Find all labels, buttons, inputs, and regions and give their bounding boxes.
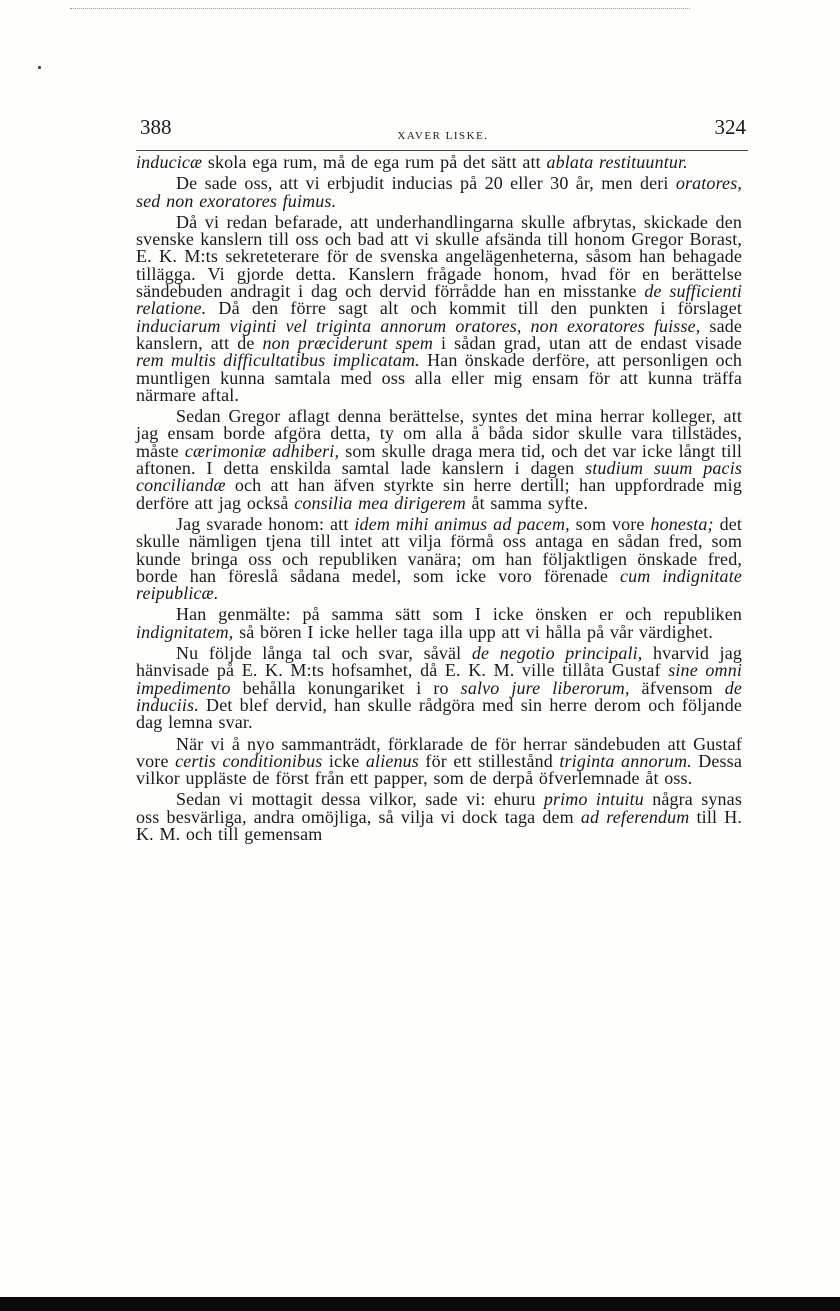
latin-phrase: certis conditionibus	[175, 750, 323, 771]
latin-phrase: non præciderunt spem	[262, 332, 434, 353]
text-run: och att han äfven styrkte sin herre dertill; han uppfordrade mig derföre att jag också	[136, 475, 742, 513]
text-run: Dessa vilkor uppläste de först från ett papper, som de derpå öfverlemnade åt oss.	[136, 750, 742, 789]
text-run: i sådan grad, utan att de endast visade	[433, 332, 742, 353]
text-run: behålla konungariket i ro	[230, 677, 461, 698]
text-run: icke	[322, 750, 366, 771]
text-run: det skulle nämligen tjena till intet att vilja förmå oss antaga en sådan fred, som kunde bringa oss och republiken vanära; om han följaktligen önskade fred, borde han föreslå sådana medel, som icke voro förenade	[136, 513, 743, 586]
paragraph	[136, 154, 742, 171]
text-run: Sedan Gregor aflagt denna berättelse, syntes det mina herrar kolleger, att jag ensam borde afgöra detta, ty om alla å båda sidor skulle vara tillstädes, måste	[136, 406, 742, 461]
text-run: Det blef dervid, han skulle rådgöra med sin herre derom och följande dag lemna svar.	[136, 694, 742, 733]
text-run: Han önskade derföre, att personligen och muntligen kunna samtala med oss alla eller mig ensam för att kunna träffa närmare aftal.	[136, 350, 743, 405]
latin-phrase: sine omni impedimento	[136, 660, 742, 698]
latin-phrase: consilia mea dirigerem	[294, 492, 466, 513]
text-run: så bören I icke heller taga illa upp att vi hålla på vår värdighet.	[233, 621, 713, 642]
running-head: XAVER LISKE.	[397, 130, 489, 142]
paragraph	[136, 791, 742, 843]
text-run: Jag svarade honom: att	[176, 513, 355, 534]
latin-phrase: induciarum viginti vel triginta annorum oratores, non exoratores fuisse,	[136, 315, 701, 336]
latin-phrase: alienus	[365, 750, 419, 771]
page-number-right: 324	[714, 115, 746, 139]
latin-phrase: oratores, sed non exoratores fuimus.	[136, 173, 742, 211]
paragraph	[136, 408, 742, 512]
latin-phrase: studium suum pacis conciliandæ	[136, 458, 742, 496]
latin-phrase: salvo jure liberorum,	[460, 677, 630, 698]
paragraph	[136, 606, 742, 641]
text-run: Nu följde långa tal och svar, såväl	[176, 643, 472, 664]
page-header	[140, 115, 746, 145]
latin-phrase: rem multis difficultatibus implicatam.	[136, 350, 420, 371]
text-run: Då den förre sagt alt och kommit till den punkten i förslaget	[206, 298, 742, 319]
paragraph	[136, 513, 743, 604]
text-run: som vore	[569, 513, 651, 534]
body-text	[136, 154, 742, 843]
latin-phrase: de negotio principali,	[471, 643, 643, 664]
latin-phrase: cærimoniæ adhiberi,	[184, 440, 340, 461]
text-run: till H. K. M. och till gemensam	[136, 806, 743, 844]
text-run: hvarvid jag hänvisade på E. K. M:ts hofsamhet, då E. K. M. ville tillåta Gustaf	[136, 643, 742, 681]
latin-phrase: primo intuitu	[543, 789, 644, 810]
text-run: Han genmälte: på samma sätt som I icke önsken er och republiken	[176, 604, 742, 625]
paragraph	[136, 211, 743, 405]
text-run: När vi å nyo sammanträdt, förklarade de för herrar sändebuden att Gustaf vore	[136, 733, 742, 771]
scan-speck	[38, 66, 41, 69]
text-run: några synas oss besvärliga, andra omöjliga, så vilja vi dock taga dem	[136, 789, 742, 827]
text-run: Då vi redan befarade, att underhandlingarna skulle afbrytas, skickade den svenske kanslern till oss och bad att vi skulle afsända till honom Gregor Borast, E. K. M:ts sekreteterare för de svenska angelägenheterna, såsom han behagade tillägga. Vi gjorde detta. Kanslern frågade honom, hvad för en berättelse sändebuden andragit i dag och dervid förrådde han en misstanke	[136, 211, 742, 302]
text-run: äfvensom	[629, 677, 725, 698]
header-rule	[136, 150, 748, 151]
scan-edge-dots	[70, 8, 690, 9]
text-run: för ett stillestånd	[418, 750, 560, 771]
latin-phrase: cum indignitate reipublicæ.	[136, 565, 743, 604]
paragraph	[136, 645, 742, 731]
latin-phrase: inducicæ	[136, 152, 203, 172]
text-run: De sade oss, att vi erbjudit inducias på 20 eller 30 år, men deri	[176, 173, 676, 194]
text-run: skola ega rum, må de ega rum på det sätt att	[202, 152, 547, 172]
paragraph	[136, 175, 742, 210]
latin-phrase: honesta;	[650, 513, 714, 534]
text-run: Sedan vi mottagit dessa vilkor, sade vi: ehuru	[176, 789, 544, 810]
paragraph	[136, 733, 742, 789]
latin-phrase: triginta annorum.	[559, 750, 692, 771]
latin-phrase: ad referendum	[580, 806, 690, 827]
page-number-left: 388	[140, 115, 172, 139]
text-run: som skulle draga mera tid, och det var icke långt till aftonen. I detta enskilda samtal lade kanslern i dagen	[136, 440, 743, 479]
latin-phrase: idem mihi animus ad pacem,	[354, 513, 570, 534]
latin-phrase: indignitatem,	[136, 621, 234, 642]
latin-phrase: de induciis.	[136, 677, 742, 715]
latin-phrase: de sufficienti relatione.	[136, 281, 742, 319]
text-run: sade kanslern, att de	[136, 315, 743, 353]
latin-phrase: ablata restituuntur.	[546, 152, 688, 172]
scan-bottom-edge	[0, 1297, 840, 1311]
text-run: åt samma syfte.	[465, 492, 589, 513]
